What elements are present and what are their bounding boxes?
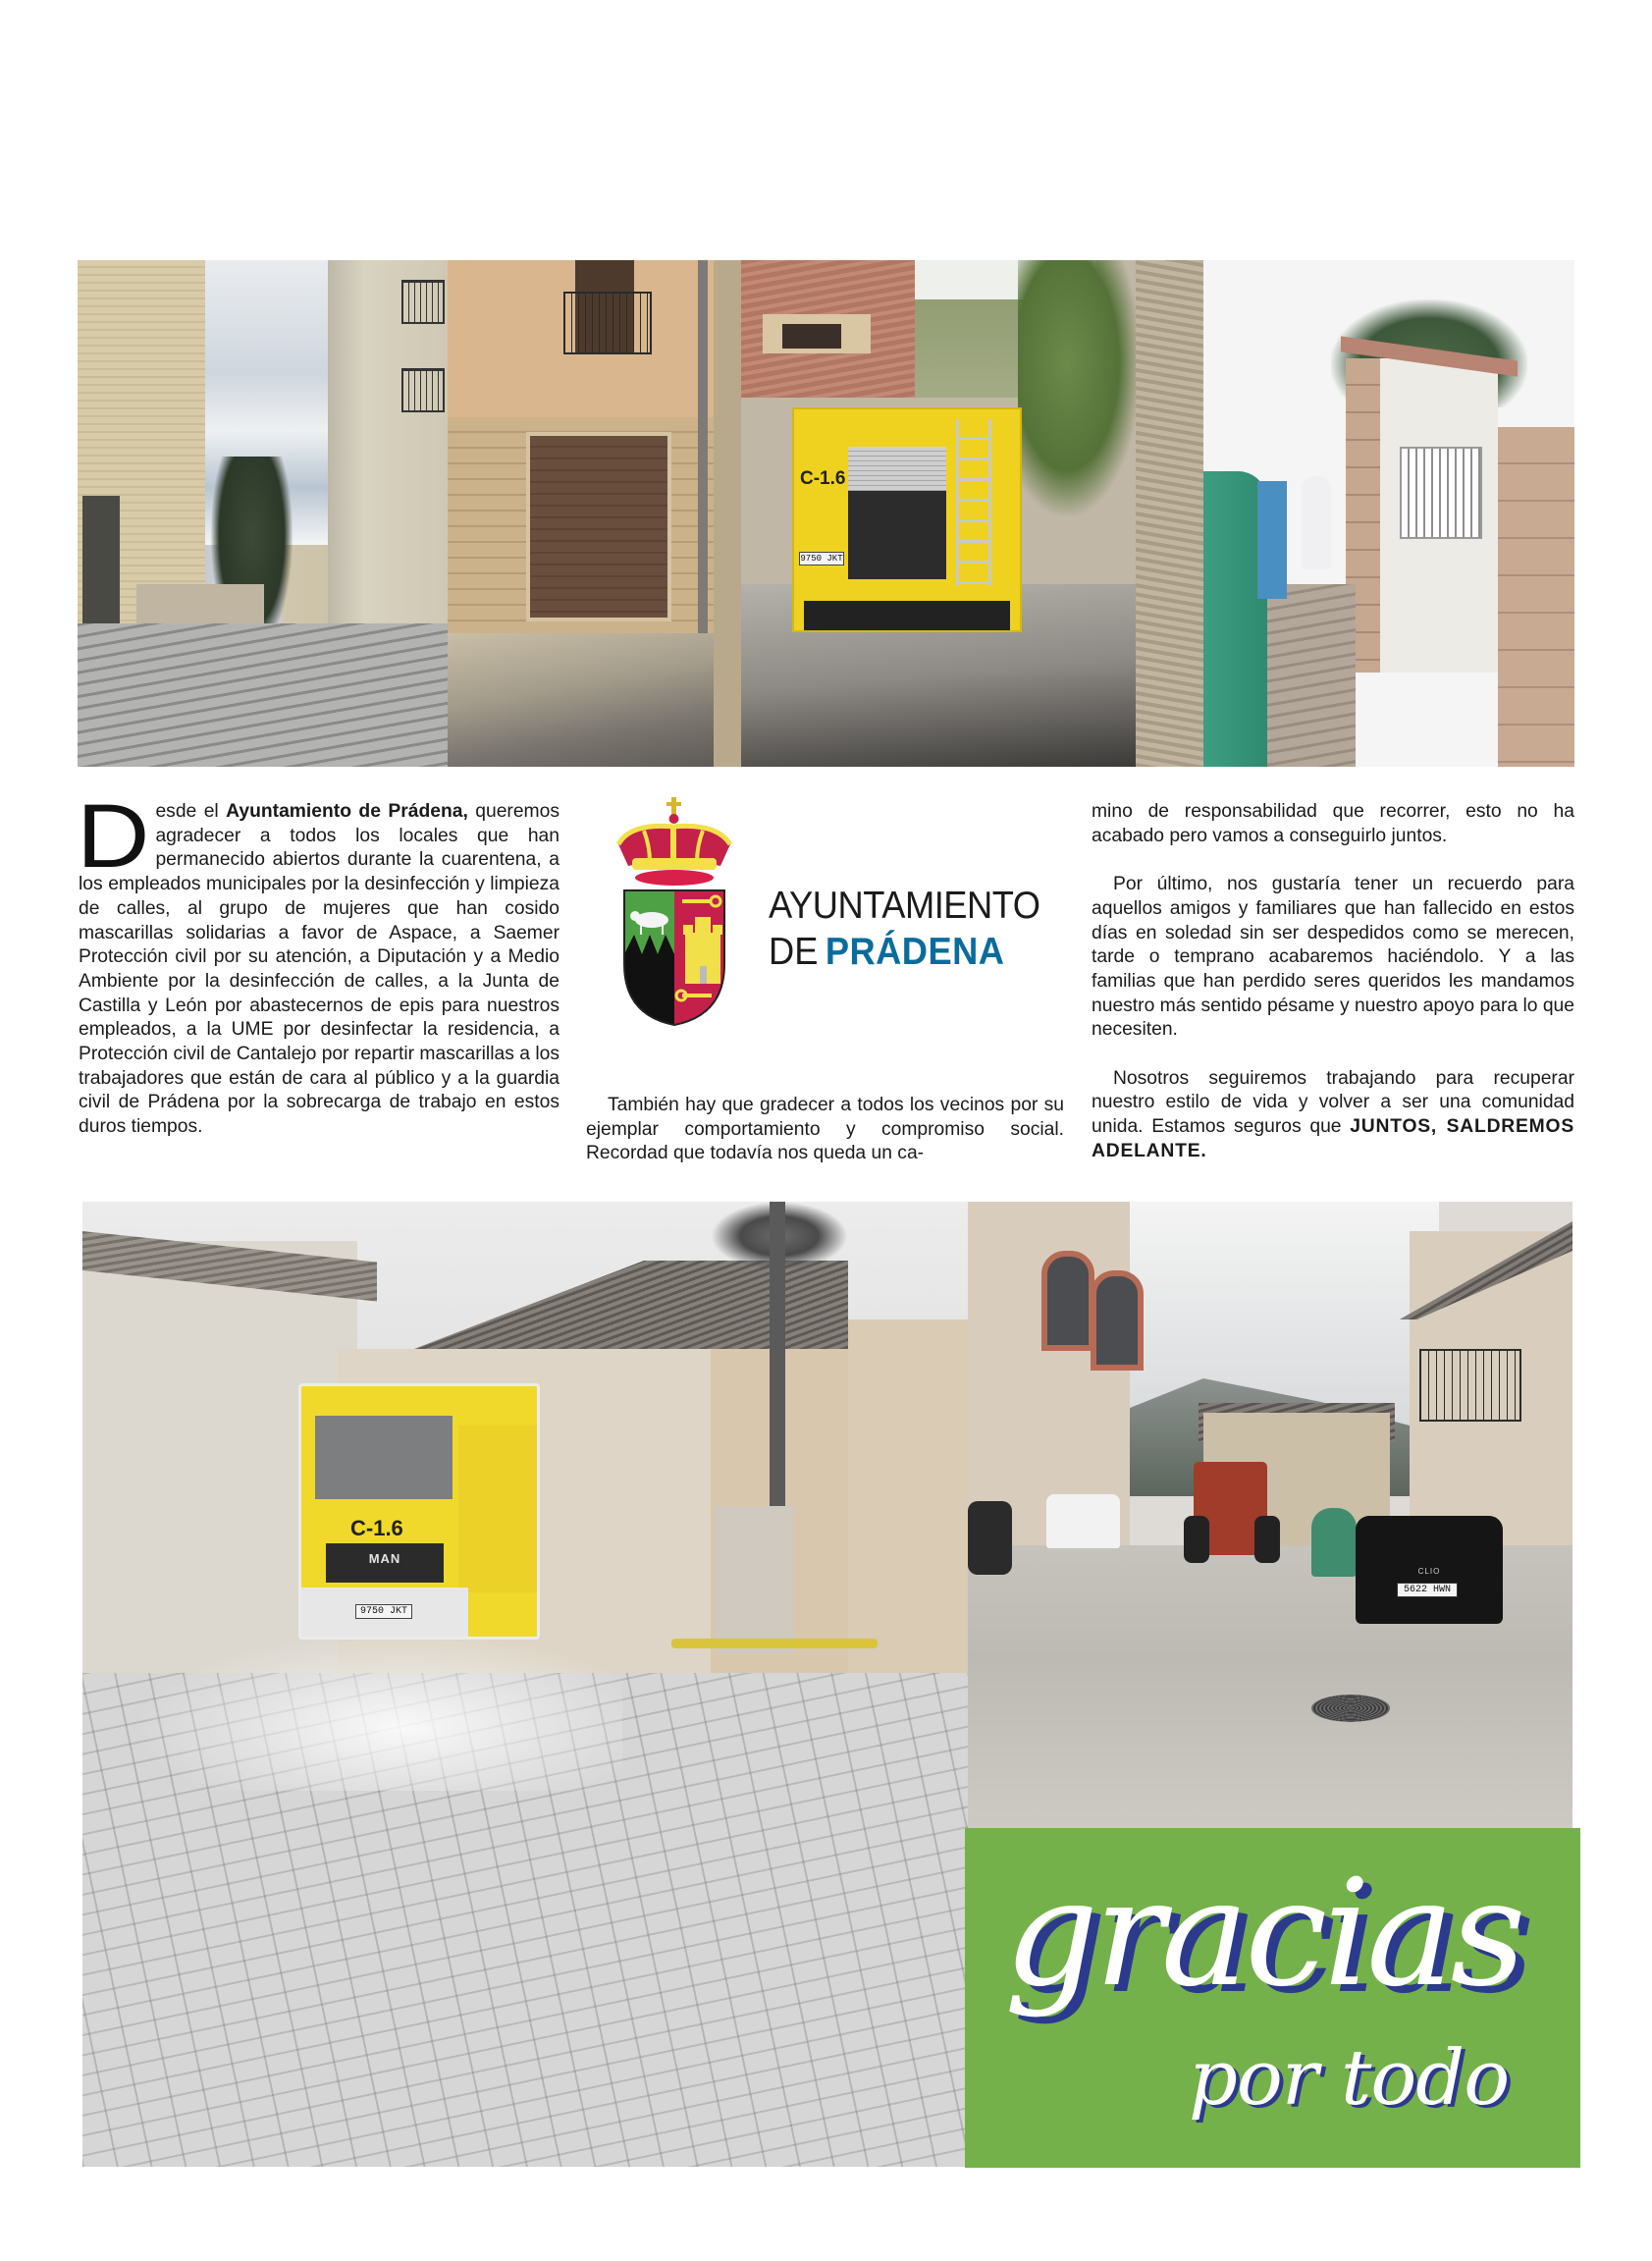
monument-pedestal <box>716 1506 794 1653</box>
balcony <box>401 280 445 324</box>
thanks-banner <box>965 1828 1580 2168</box>
black-car <box>1356 1516 1503 1624</box>
top-photo-street-church <box>78 260 448 767</box>
thanks-subtitle: por todo <box>1189 2034 1510 2123</box>
ayuntamiento-logo <box>599 797 1070 1043</box>
logo-brand-name: PRÁDENA <box>825 931 1005 973</box>
tractor-wheel <box>968 1501 1012 1575</box>
recycling-bin <box>1257 481 1287 599</box>
white-van <box>1046 1494 1120 1548</box>
car-model: CLIO <box>1417 1567 1441 1576</box>
top-photo-house-facade <box>448 260 714 767</box>
truck-pump-panel <box>848 491 946 579</box>
balcony <box>401 368 445 412</box>
cobbled-street <box>78 623 448 767</box>
arched-window <box>1091 1270 1144 1371</box>
intro-text: esde el <box>155 801 227 822</box>
logo-title-line1: AYUNTAMIENTO <box>769 885 1040 927</box>
garage-door <box>526 432 671 621</box>
wet-road <box>448 633 714 767</box>
truck-side-panel <box>458 1426 537 1592</box>
balcony <box>563 292 652 354</box>
stone-wall <box>1136 260 1203 767</box>
truck-windshield <box>315 1416 453 1499</box>
logo-prefix: DE <box>769 931 819 973</box>
railing <box>1400 447 1482 539</box>
drainpipe <box>698 260 708 633</box>
paragraph-closing <box>1092 1067 1574 1164</box>
coat-of-arms-icon <box>611 797 738 1033</box>
fire-truck <box>298 1383 540 1640</box>
truck-brand: MAN <box>368 1551 401 1566</box>
stone-wall <box>714 260 741 767</box>
intro-bold: Ayuntamiento de Prádena, <box>226 801 468 822</box>
drop-cap: D <box>77 786 150 887</box>
license-plate: 9750 JKT <box>355 1604 412 1619</box>
trees <box>1018 260 1141 515</box>
tractor-wheel <box>1254 1516 1280 1563</box>
sidewalk <box>1267 584 1356 767</box>
bottom-photo-square-truck <box>82 1202 968 2167</box>
truck-code: C-1.6 <box>800 468 846 489</box>
truck-code: C-1.6 <box>350 1516 403 1540</box>
arched-window <box>1041 1251 1094 1351</box>
worker-protective-suit <box>1302 476 1331 569</box>
truck-wheels <box>804 601 1010 630</box>
fire-truck <box>792 407 1022 632</box>
tractor-wheel <box>1184 1516 1209 1563</box>
bottom-photo-village-street <box>968 1202 1572 1828</box>
article-column-2 <box>586 1094 1064 1166</box>
yellow-curb <box>671 1639 878 1648</box>
article-column-3 <box>1092 800 1574 1164</box>
paragraph: También hay que gradecer a todos los vecinos por su ejemplar comportamiento y compromiso social. Recordad que todavía nos queda un ca- <box>586 1095 1064 1164</box>
building <box>848 1319 968 1712</box>
truck-ladder <box>956 419 991 586</box>
paragraph: mino de responsabilidad que recorrer, esto no ha acabado pero vamos a conseguirlo juntos. <box>1092 801 1574 846</box>
manhole-cover <box>1311 1695 1390 1722</box>
truck-shutter <box>848 447 946 491</box>
closing-bold: JUNTOS, SALDREMOS ADELANTE. <box>1092 1116 1574 1161</box>
license-plate: 5622 HWN <box>1397 1583 1458 1597</box>
paragraph: Por último, nos gustaría tener un recuerdo para aquellos amigos y familiares que han fallecido en estos días en soledad sin ser despedidos como se merecen, tarde o temprano acabaremos haciéndolo. Y a las familias que han perdido seres queridos les mandamos nuestro más sentido pésame y nuestro apoyo para lo que necesiten. <box>1092 874 1574 1041</box>
logo-title-line2 <box>769 931 1004 974</box>
stone-wall <box>1498 427 1574 767</box>
window <box>782 324 841 349</box>
article-column-1 <box>77 786 560 1140</box>
lamp-post <box>770 1202 785 1516</box>
church-door <box>82 496 120 633</box>
recycling-bin <box>1311 1508 1357 1577</box>
thanks-title: gracias <box>1004 1849 1522 2019</box>
license-plate: 9750 JKT <box>800 554 843 564</box>
balcony <box>1419 1349 1521 1422</box>
closing-text: Nosotros seguiremos trabajando para recuperar nuestro estilo de vida y volver a ser una comunidad unida. Estamos seguros que <box>1092 1067 1574 1138</box>
top-photo-fire-truck <box>714 260 1203 767</box>
disinfectant-spray <box>132 1634 622 1791</box>
body-text: queremos agradecer a todos los locales que han permanecido abiertos durante la cuarentena, a los empleados municipales por la desinfección y limpieza de calles, al grupo de mujeres que han cosido mascarillas solidarias a favor de Aspace, a Saemer Protección civil por su atención, a Diputación y a Medio Ambiente por la desinfección de calles, a la Junta de Castilla y León por abastecernos de epis para nuestros empleados, a la UME por desinfectar la residencia, a Protección civil de Cantalejo por repartir mascarillas a los trabajadores que están de cara al público y a la guardia civil de Prádena por la sobrecarga de trabajo en estos duros tiempos. <box>79 801 560 1138</box>
top-photo-worker-spraying <box>1203 260 1574 767</box>
